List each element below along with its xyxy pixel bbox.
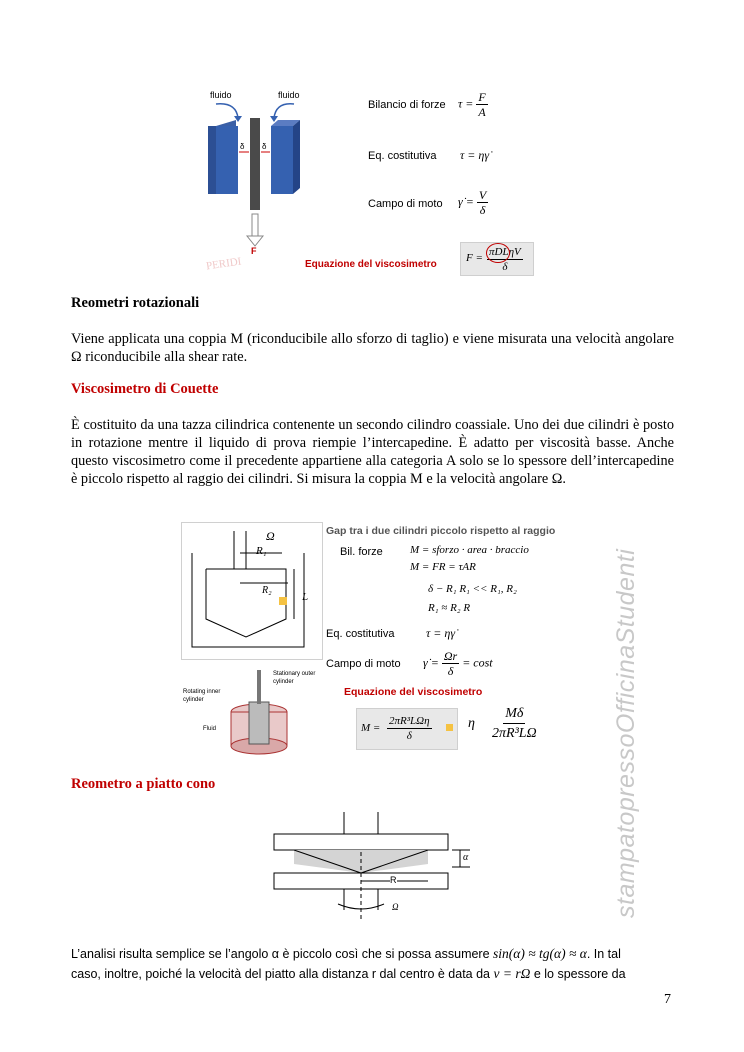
viscosimeter-equation-box [460,242,534,276]
bottom-line-2-math: v = rΩ [493,966,531,981]
bil-forze-label: Bil. forze [340,546,383,558]
cost-label: Eq. costitutiva [326,628,395,640]
tau-lhs: τ = [458,96,474,111]
figure-slit-viscometer [196,86,346,276]
campo2-lhs: γ̇ = [423,655,439,670]
eta-equation [490,704,539,743]
tau-fraction [476,90,487,119]
bottom-line-2 [71,966,626,982]
eta-den: 2πR³LΩ [492,726,537,741]
couette-diagram-box [181,522,323,660]
m-lhs: M = [361,722,381,734]
eta-fraction [490,704,539,743]
gamma-fraction [477,188,488,217]
r1-label: R₁ [256,545,267,557]
bil-eq-2: M = FR = τAR [410,561,476,573]
note-marker [446,724,453,731]
visc-lhs: F = [466,252,483,264]
delta-label-left: δ [240,142,245,151]
costitutiva-equation: τ = ηγ̇ [460,148,490,162]
section-title-couette: Viscosimetro di Couette [71,381,219,397]
delta-label-right: δ [262,142,267,151]
visc-highlight-circle [486,243,510,263]
slit-viscometer-drawing [196,86,346,276]
gamma-lhs: γ̇ = [458,194,474,209]
viscosimeter-equation-label: Equazione del viscosimetro [305,259,437,270]
tau-num: F [478,90,486,104]
visc-num: πDLηV [489,246,521,258]
bil-eq-4: R₁ ≈ R₂ R [428,602,471,614]
omega-label: Ω [266,529,275,543]
m-num: 2πR³LΩη [389,715,430,727]
campo-moto-eq [423,649,493,678]
gamma-num: V [478,188,487,202]
bottom-line-1-b: . In tal [586,947,621,961]
campo2-num: Ωr [443,649,458,663]
rotating-label: Rotating inner cylinder [183,689,221,703]
section-title-cono: Reometro a piatto cono [71,776,216,792]
bottom-line-2-a: caso, inoltre, poiché la velocità del piatto alla distanza r dal centro è data da [71,967,494,981]
campo2-den: δ [447,664,454,678]
cost-eq: τ = ηγ̇ [426,626,456,640]
section-title-rotazionali: Reometri rotazionali [71,295,200,311]
tau-den: A [478,105,486,119]
bottom-line-2-b: e lo spessore da [530,967,626,981]
omega-cone-label: Ω [392,902,399,912]
costitutiva-label: Eq. costitutiva [368,150,437,162]
paragraph-couette: È costituito da una tazza cilindrica contenente un secondo cilindro coassiale. Uno dei due cilindri è posto in rotazione mentre il liquido di prova riempie l’intercapedine. È adatto per viscosità basse. Anche questo viscosimetro come il precedente appartiene alla categoria A solo se lo spessore dell’intercapedine è piccolo rispetto al raggio dei cilindri. Si misura la coppia M e la velocità angolare Ω. [71,417,674,487]
cone-plate-diagram [260,812,480,922]
force-label: F [251,246,257,256]
eq-visc-label-2: Equazione del viscosimetro [344,686,483,698]
campo-moto-label: Campo di moto [326,658,401,670]
alpha-label: α [463,852,469,863]
cone-plate-drawing [260,812,480,922]
bottom-line-1-a: L’analisi risulta semplice se l’angolo α è piccolo così che si possa assumere [71,947,494,961]
radius-label: R [390,875,397,885]
eta-symbol: η [468,716,475,731]
bottom-line-1-math: sin(α) ≈ tg(α) ≈ α [493,946,587,961]
fluid-label-right: fluido [278,90,300,100]
side-watermark: stampatopressoOfficinaStudenti [612,548,640,918]
m-den: δ [406,730,412,742]
bil-eq-3: δ − R₁ R₁ << R₁, R₂ [428,583,517,595]
r2-label: R₂ [262,585,272,596]
gap-title: Gap tra i due cilindri piccolo rispetto al raggio [326,525,556,537]
l-label: L [302,591,309,603]
campo-label: Campo di moto [368,198,443,210]
bil-eq-1: M = sforzo · area · braccio [410,544,529,556]
campo-equation [458,188,488,217]
bilancio-equation [458,90,488,119]
m-equation-box [356,708,458,750]
campo2-rhs: = cost [462,655,493,670]
watermark-stamp: PERIDI [205,255,243,273]
couette-3d-figure [181,662,321,758]
fluid-label-left: fluido [210,90,232,100]
eta-num: Mδ [503,704,525,724]
m-fraction [387,714,432,743]
bottom-line-1 [71,946,621,962]
stationary-label: Stationary outer cylinder [273,671,316,685]
gamma-den: δ [479,203,486,217]
bilancio-label: Bilancio di forze [368,99,446,111]
visc-den: δ [502,261,508,273]
fluid-label: Fluid [203,726,217,732]
page-number: 7 [664,992,671,1007]
paragraph-rotazionali: Viene applicata una coppia M (riconducibile allo sforzo di taglio) e viene misurata una velocità angolare Ω riconducibile alla shear rate. [71,331,674,365]
campo2-fraction [442,649,459,678]
couette-cross-section [182,523,322,659]
